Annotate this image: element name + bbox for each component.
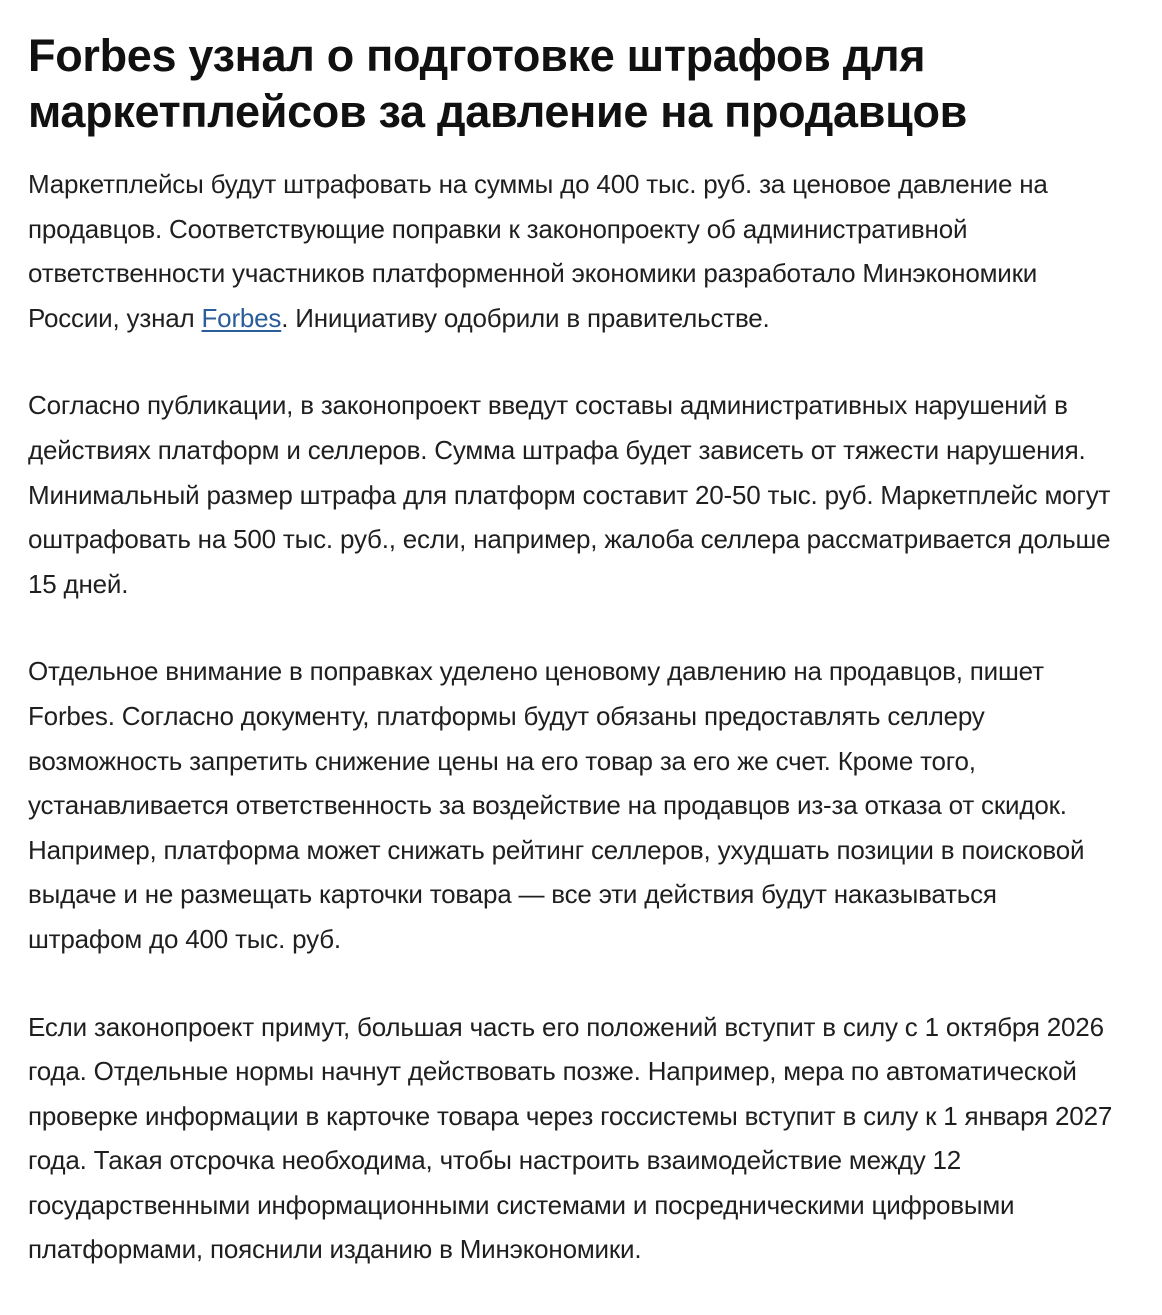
paragraph-1 xyxy=(28,162,1113,340)
paragraph-2: Согласно публикации, в законопроект введут составы административных нарушений в действиях платформ и селлеров. Сумма штрафа будет зависеть от тяжести нарушения. Минимальный размер штрафа для платформ составит 20-50 тыс. руб. Маркетплейс могут оштрафовать на 500 тыс. руб., если, например, жалоба селлера рассматривается дольше 15 дней. xyxy=(28,390,1111,599)
paragraph-4: Если законопроект примут, большая часть его положений вступит в силу с 1 октября 2026 года. Отдельные нормы начнут действовать позже. Например, мера по автоматической проверке информации в карточке товара через госсистемы вступит в силу к 1 января 2027 года. Такая отсрочка необходима, чтобы настроить взаимодействие между 12 государственными информационными системами и посредническими цифровыми платформами, пояснили изданию в Минэкономики. xyxy=(28,1011,1113,1265)
paragraph-1-text-start: Маркетплейсы будут штрафовать на суммы до 400 тыс. руб. за ценовое давление на продавцов. Соответствующие поправки к законопроекту об административной ответственности участников платформенной экономики разработало Минэкономики России, узнал xyxy=(28,169,1048,333)
article-body xyxy=(28,162,1113,1315)
article-title: Forbes узнал о подготовке штрафов для маркетплейсов за давление на продавцов xyxy=(28,30,968,137)
forbes-link[interactable]: Forbes xyxy=(201,302,282,333)
paragraph-1-text-end: . Инициативу одобрили в правительстве. xyxy=(281,302,770,333)
paragraph-3: Отдельное внимание в поправках уделено ценовому давлению на продавцов, пишет Forbes. Согласно документу, платформы будут обязаны предоставлять селлеру возможность запретить снижение цены на его товар за его же счет. Кроме того, устанавливается ответственность за воздействие на продавцов из-за отказа от скидок. Например, платформа может снижать рейтинг селлеров, ухудшать позиции в поисковой выдаче и не размещать карточки товара — все эти действия будут наказываться штрафом до 400 тыс. руб. xyxy=(28,656,1085,954)
